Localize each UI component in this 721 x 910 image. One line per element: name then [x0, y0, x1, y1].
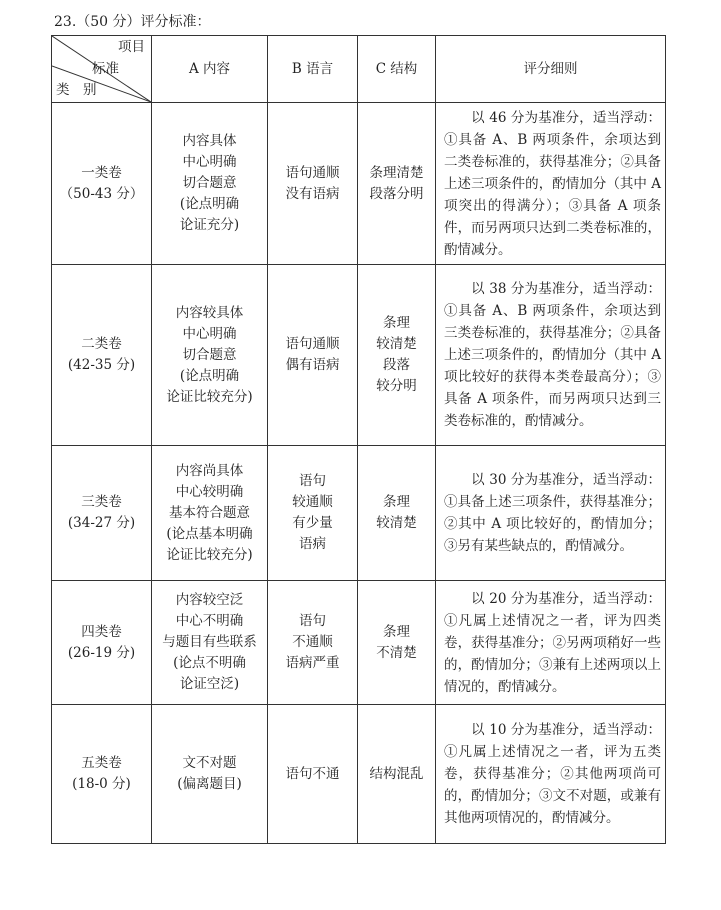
structure-cell: 条理 较清楚: [358, 446, 436, 581]
grading-table: [51, 35, 666, 844]
content-cell: 内容具体 中心明确 切合题意 (论点明确 论证充分): [152, 103, 268, 265]
table-row: [52, 446, 666, 581]
content-cell: 内容较空泛 中心不明确 与题目有些联系 (论点不明确 论证空泛): [152, 581, 268, 705]
category-cell: 二类卷 (42-35 分): [52, 265, 152, 446]
table-header-row: [52, 36, 666, 103]
header-detail: 评分细则: [436, 36, 666, 103]
content-cell: 文不对题 (偏离题目): [152, 705, 268, 844]
language-cell: 语句通顺 没有语病: [268, 103, 358, 265]
table-row: [52, 705, 666, 844]
structure-cell: 条理 较清楚 段落 较分明: [358, 265, 436, 446]
content-cell: 内容尚具体 中心较明确 基本符合题意 (论点基本明确 论证比较充分): [152, 446, 268, 581]
language-cell: 语句 不通顺 语病严重: [268, 581, 358, 705]
table-row: [52, 103, 666, 265]
language-cell: 语句不通: [268, 705, 358, 844]
detail-cell: 以 46 分为基准分，适当浮动：①具备 A、B 两项条件，余项达到二类卷标准的，获得基准分；②具备上述三项条件的，酌情加分（其中 A 项突出的得满分）；③具备 A 项条件，而另两项只达到二类卷标准的，酌情减分。: [436, 103, 666, 265]
category-cell: 一类卷 （50-43 分）: [52, 103, 152, 265]
corner-label-standard: 标准: [92, 61, 119, 77]
category-cell: 五类卷 (18-0 分): [52, 705, 152, 844]
header-language: B 语言: [268, 36, 358, 103]
structure-cell: 条理 不清楚: [358, 581, 436, 705]
structure-cell: 条理清楚 段落分明: [358, 103, 436, 265]
table-row: [52, 581, 666, 705]
content-cell: 内容较具体 中心明确 切合题意 (论点明确 论证比较充分): [152, 265, 268, 446]
structure-cell: 结构混乱: [358, 705, 436, 844]
question-heading: 23.（50 分）评分标准：: [54, 14, 211, 30]
header-structure: C 结构: [358, 36, 436, 103]
category-cell: 四类卷 (26-19 分): [52, 581, 152, 705]
corner-label-category: 类 别: [56, 82, 97, 98]
header-corner-cell: [52, 36, 152, 103]
language-cell: 语句通顺 偶有语病: [268, 265, 358, 446]
detail-cell: 以 10 分为基准分，适当浮动：①凡属上述情况之一者，评为五类卷，获得基准分；②其他两项尚可的，酌情加分；③文不对题，或兼有其他两项情况的，酌情减分。: [436, 705, 666, 844]
table-row: [52, 265, 666, 446]
header-content: A 内容: [152, 36, 268, 103]
corner-label-item: 项目: [118, 39, 145, 55]
detail-cell: 以 30 分为基准分，适当浮动：①具备上述三项条件，获得基准分；②其中 A 项比较好的，酌情加分；③另有某些缺点的，酌情减分。: [436, 446, 666, 581]
category-cell: 三类卷 (34-27 分): [52, 446, 152, 581]
detail-cell: 以 38 分为基准分，适当浮动：①具备 A、B 两项条件，余项达到三类卷标准的，获得基准分；②具备上述三项条件的，酌情加分（其中 A 项比较好的获得本类卷最高分）；③具备 A 项条件，而另两项只达到三类卷标准的，酌情减分。: [436, 265, 666, 446]
language-cell: 语句 较通顺 有少量 语病: [268, 446, 358, 581]
detail-cell: 以 20 分为基准分，适当浮动：①凡属上述情况之一者，评为四类卷，获得基准分；②另两项稍好一些的，酌情加分；③兼有上述两项以上情况的，酌情减分。: [436, 581, 666, 705]
